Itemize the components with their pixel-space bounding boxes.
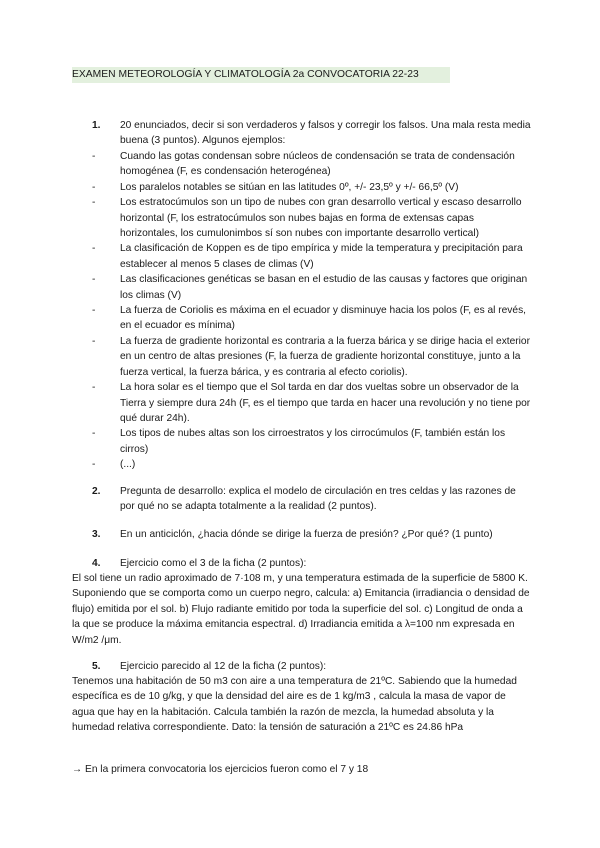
question-3: [92, 527, 532, 542]
statement-item: [92, 241, 532, 272]
question-4-heading-text: Ejercicio como el 3 de la ficha (2 puntos):: [120, 558, 307, 569]
statement-item: [92, 272, 532, 303]
question-1-number: 1.: [92, 120, 101, 131]
bullet-marker: -: [92, 459, 96, 471]
bullet-marker: -: [92, 382, 96, 394]
statement-item: [92, 195, 532, 241]
question-5-heading-text: Ejercicio parecido al 12 de la ficha (2 puntos):: [120, 661, 327, 672]
question-1-text: 20 enunciados, decir si son verdaderos y falsos y corregir los falsos. Una mala resta media buena (3 puntos). Algunos ejemplos:: [120, 120, 531, 147]
question-4-heading: [92, 556, 532, 571]
question-4-number: 4.: [92, 558, 101, 569]
statement-text: (...): [120, 459, 136, 471]
statement-list: [92, 149, 532, 473]
statement-item: [92, 380, 532, 426]
bullet-marker: -: [92, 243, 96, 255]
statement-text: La hora solar es el tiempo que el Sol tarda en dar dos vueltas sobre un observador de la Tierra y siempre dura 24h (F, es el tiempo que tarda en hacer una revolución y no tiene por qué durar 24h).: [120, 382, 531, 424]
statement-item: [92, 303, 532, 334]
question-1: [92, 118, 532, 149]
statement-text: Los paralelos notables se sitúan en las latitudes 0º, +/- 23,5º y +/- 66,5º (V): [120, 181, 459, 193]
statement-item: [92, 180, 532, 195]
statement-item: [92, 426, 532, 457]
statement-text: Los tipos de nubes altas son los cirroestratos y los cirrocúmulos (F, también están los cirros): [120, 428, 506, 455]
bullet-marker: -: [92, 335, 96, 347]
question-4-text: El sol tiene un radio aproximado de 7·108 m, y una temperatura estimada de la superficie de 5800 K. Suponiendo que se comporta como un cuerpo negro, calcula: a) Emitancia (irradiancia o densidad de flujo) emitida por el sol. b) Flujo radiante emitido por toda la superficie del sol. c) Longitud de onda a la que se produce la máxima emitancia espectral. d) Irradiancia emitida a λ=100 nm expresada en W/m2 /μm.: [72, 573, 530, 646]
question-2-number: 2.: [92, 486, 101, 497]
question-5-heading: [92, 659, 532, 674]
question-3-text: En un anticiclón, ¿hacia dónde se dirige la fuerza de presión? ¿Por qué? (1 punto): [120, 529, 493, 540]
statement-item: [92, 149, 532, 180]
statement-text: Cuando las gotas condensan sobre núcleos de condensación se trata de condensación homogénea (F, es condensación heterogénea): [120, 151, 515, 178]
statement-text: Las clasificaciones genéticas se basan en el estudio de las causas y factores que originan los climas (V): [120, 274, 528, 301]
question-2-text: Pregunta de desarrollo: explica el modelo de circulación en tres celdas y las razones de por qué no se adapta totalmente a la realidad (2 puntos).: [120, 486, 516, 513]
question-5-number: 5.: [92, 661, 101, 672]
statement-text: Los estratocúmulos son un tipo de nubes con gran desarrollo vertical y escaso desarrollo horizontal (F, los estratocúmulos son nubes bajas en forma de extensas capas horizontales, los cumulonimbos sí son nubes con importante desarrollo vertical): [120, 197, 522, 240]
bullet-marker: -: [92, 274, 96, 286]
exam-title: EXAMEN METEOROLOGÍA Y CLIMATOLOGÍA 2a CONVOCATORIA 22-23: [72, 67, 450, 83]
bullet-marker: -: [92, 197, 96, 209]
question-5-text: Tenemos una habitación de 50 m3 con aire a una temperatura de 21ºC. Sabiendo que la humedad específica es de 10 g/kg, y que la densidad del aire es de 1 kg/m3 , calcula la masa de vapor de agua que hay en la habitación. Calcula también la razón de mezcla, la humedad absoluta y la humedad relativa correspondiente. Dato: la tensión de saturación a 21ºC es 24.86 hPa: [72, 676, 517, 734]
statement-text: La fuerza de Coriolis es máxima en el ecuador y disminuye hacia los polos (F, es al revés, en el ecuador es mínima): [120, 305, 526, 332]
bullet-marker: -: [92, 151, 96, 162]
bullet-marker: -: [92, 428, 96, 440]
bullet-marker: -: [92, 305, 96, 317]
question-2: [92, 484, 532, 515]
statement-item: [92, 457, 532, 472]
statement-text: La clasificación de Koppen es de tipo empírica y mide la temperatura y precipitación para establecer al menos 5 clases de climas (V): [120, 243, 523, 270]
bullet-marker: -: [92, 181, 96, 193]
statement-text: La fuerza de gradiente horizontal es contraria a la fuerza bárica y se dirige hacia el exterior en un centro de altas presiones (F, la fuerza de gradiente horizontal constituye, junto a la fuerza vertical, la fuerza bárica, y es contraria al efecto coriolis).: [120, 335, 530, 378]
question-3-number: 3.: [92, 529, 101, 540]
statement-item: [92, 334, 532, 380]
closing-note: → En la primera convocatoria los ejercicios fueron como el 7 y 18: [72, 764, 369, 775]
